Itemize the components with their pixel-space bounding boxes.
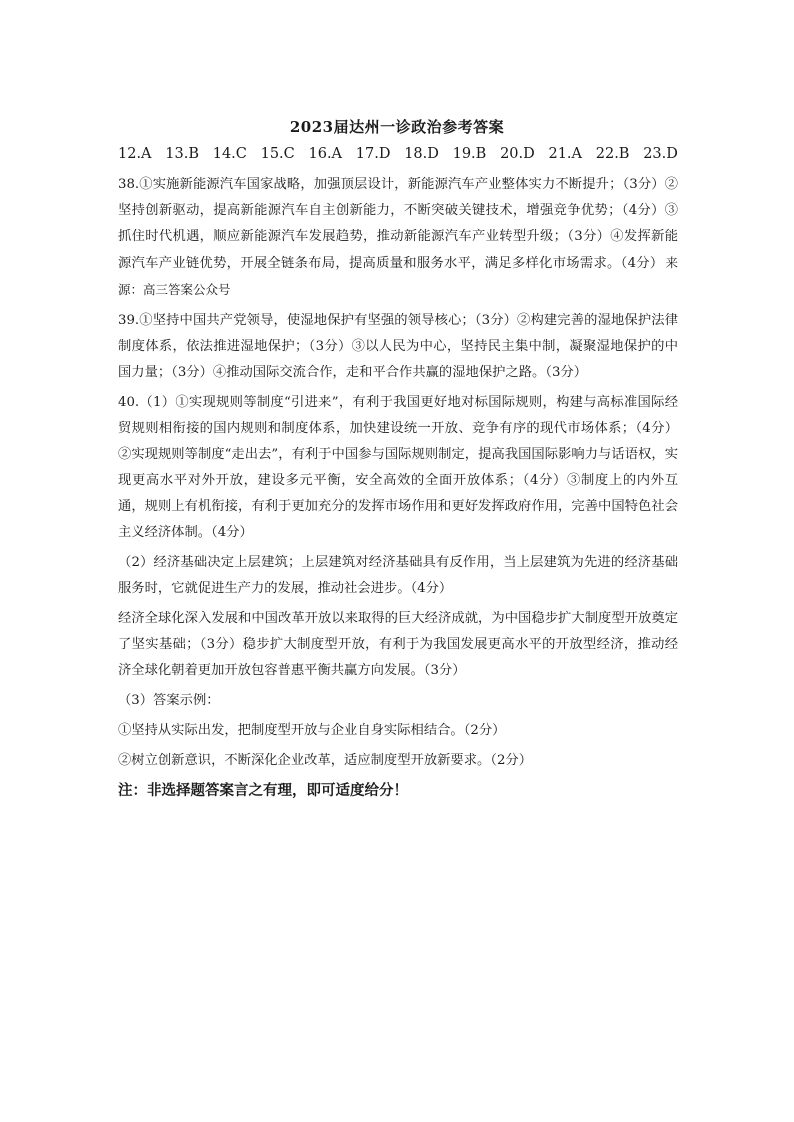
grading-note: 注：非选择题答案言之有理，即可适度给分！	[118, 783, 408, 799]
multiple-choice-answers	[118, 142, 678, 166]
choice-answer: 20.D	[500, 146, 535, 162]
choice-answer: 13.B	[165, 146, 199, 162]
answer-40-part-2b: 经济全球化深入发展和中国改革开放以来取得的巨大经济成就，为中国稳步扩大制度型开放奠定了坚实基础；（3分）稳步扩大制度型开放，有利于为我国发展更高水平的开放型经济，推动经济全球化朝着更加开放包容普惠平衡共赢方向发展。（3分）	[118, 611, 678, 678]
choice-answer: 23.D	[643, 146, 678, 162]
answer-40-part-2a: （2）经济基础决定上层建筑；上层建筑对经济基础具有反作用，当上层建筑为先进的经济基础服务时，它就促进生产力的发展，推动社会进步。（4分）	[118, 555, 678, 596]
answer-40-part-3-item: ①坚持从实际出发，把制度型开放与企业自身实际相结合。（2分）	[118, 723, 506, 738]
choice-answer: 18.D	[404, 146, 439, 162]
choice-answer: 16.A	[308, 146, 343, 162]
choice-answer: 19.B	[452, 146, 487, 162]
answer-39: 39.①坚持中国共产党领导，使湿地保护有坚强的领导核心；（3分）②构建完善的湿地保护法律制度体系，依法推进湿地保护；（3分）③以人民为中心，坚持民主集中制，凝聚湿地保护的中国力量；（3分）④推动国际交流合作，走和平合作共赢的湿地保护之路。（3分）	[118, 313, 678, 380]
answer-body	[118, 172, 678, 804]
choice-answer: 12.A	[118, 146, 152, 162]
answer-40-part-1: 40.（1）①实现规则等制度“引进来”，有利于我国更好地对标国际规则，构建与高标准国际经贸规则相衔接的国内规则和制度体系，加快建设统一开放、竞争有序的现代市场体系；（4分）②实现规则等制度“走出去”，有利于中国参与国际规则制定，提高我国国际影响力与话语权，实现更高水平对外开放，建设多元平衡，安全高效的全面开放体系；（4分）③制度上的内外互通，规则上有机衔接，有利于更加充分的发挥市场作用和更好发挥政府作用，完善中国特色社会主义经济体制。（4分）	[118, 395, 678, 540]
choice-answer: 15.C	[260, 146, 295, 162]
source-note: 来源：高三答案公众号	[118, 255, 678, 297]
answer-38	[118, 172, 678, 304]
choice-answer: 21.A	[548, 146, 583, 162]
choice-answer: 22.B	[595, 146, 630, 162]
answer-38-text: 38.①实施新能源汽车国家战略，加强顶层设计，新能源汽车产业整体实力不断提升；（3分）②坚持创新驱动，提高新能源汽车自主创新能力，不断突破关键技术，增强竞争优势；（4分）③抓住时代机遇，顺应新能源汽车发展趋势，推动新能源汽车产业转型升级；（3分）④发挥新能源汽车产业链优势，开展全链条布局，提高质量和服务水平，满足多样化市场需求。（4分）	[118, 177, 678, 271]
answer-40-part-3-item: ②树立创新意识，不断深化企业改革，适应制度型开放新要求。（2分）	[118, 753, 533, 768]
page-title: 2023届达州一诊政治参考答案	[289, 118, 505, 136]
answer-40-part-3-heading: （3）答案示例：	[118, 693, 220, 708]
choice-answer: 14.C	[212, 146, 247, 162]
choice-answer: 17.D	[355, 146, 391, 162]
